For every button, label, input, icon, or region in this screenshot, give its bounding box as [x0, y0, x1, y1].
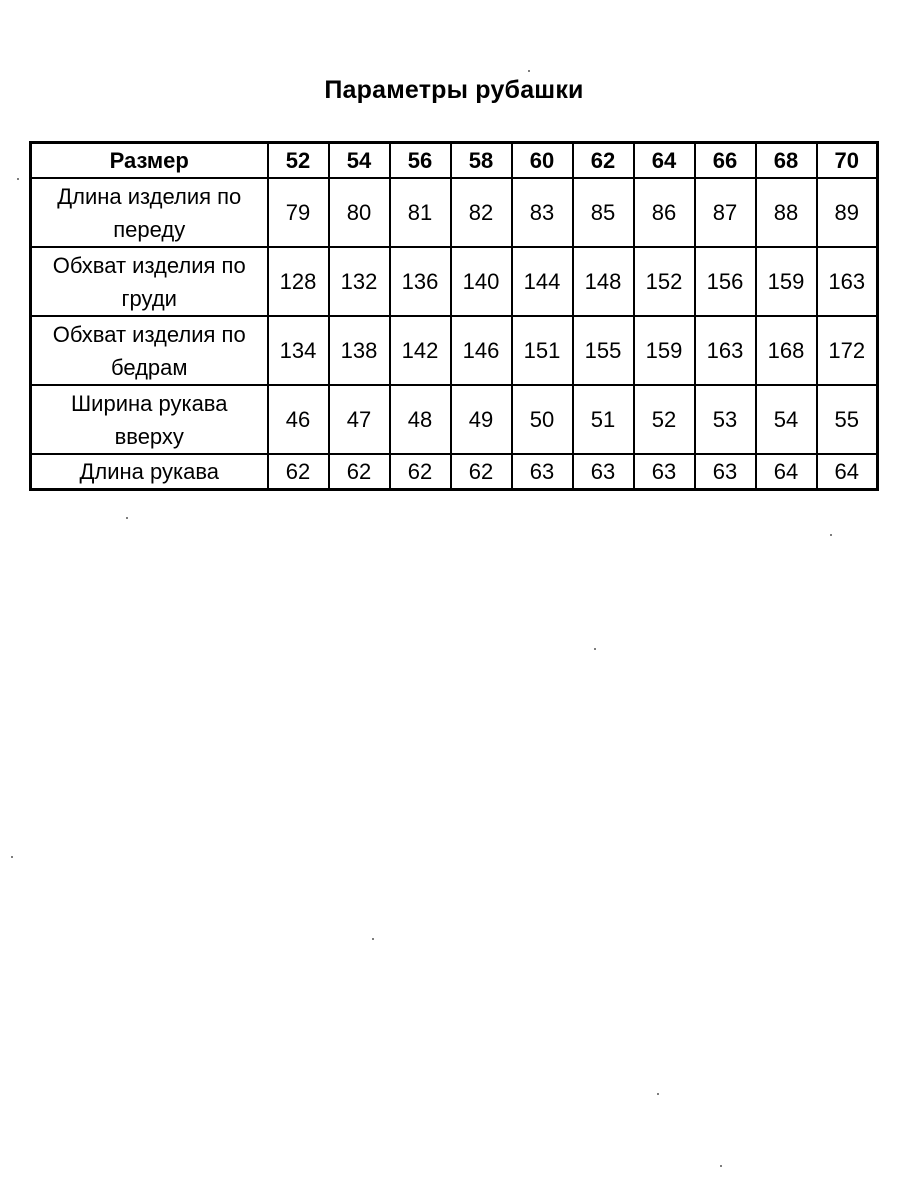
scan-speck [594, 648, 596, 650]
table-row [31, 385, 878, 454]
table-cell: 62 [390, 454, 451, 490]
header-size: 66 [695, 143, 756, 179]
table-cell: 163 [695, 316, 756, 385]
table-cell: 49 [451, 385, 512, 454]
table-cell: 46 [268, 385, 329, 454]
table-cell: 83 [512, 178, 573, 247]
table-cell: 64 [756, 454, 817, 490]
table-cell: 63 [695, 454, 756, 490]
table-cell: 62 [451, 454, 512, 490]
table-cell: 89 [817, 178, 878, 247]
table-cell: 156 [695, 247, 756, 316]
table-cell: 155 [573, 316, 634, 385]
table-cell: 62 [268, 454, 329, 490]
scan-speck [372, 938, 374, 940]
table-cell: 82 [451, 178, 512, 247]
table-cell: 151 [512, 316, 573, 385]
table-cell: 80 [329, 178, 390, 247]
table-cell: 64 [817, 454, 878, 490]
table-cell: 142 [390, 316, 451, 385]
scan-speck [657, 1093, 659, 1095]
table-cell: 63 [634, 454, 695, 490]
table-cell: 128 [268, 247, 329, 316]
table-cell: 79 [268, 178, 329, 247]
table-cell: 168 [756, 316, 817, 385]
table-cell: 134 [268, 316, 329, 385]
table-cell: 50 [512, 385, 573, 454]
row-label: Обхват изделия по бедрам [31, 316, 268, 385]
table-cell: 148 [573, 247, 634, 316]
header-size: 68 [756, 143, 817, 179]
size-table [29, 141, 879, 491]
table-cell: 48 [390, 385, 451, 454]
table-row [31, 178, 878, 247]
table-cell: 172 [817, 316, 878, 385]
table-cell: 53 [695, 385, 756, 454]
header-size-label: Размер [31, 143, 268, 179]
table-cell: 85 [573, 178, 634, 247]
row-label: Ширина рукава вверху [31, 385, 268, 454]
header-size: 58 [451, 143, 512, 179]
table-cell: 132 [329, 247, 390, 316]
table-cell: 86 [634, 178, 695, 247]
table-cell: 63 [512, 454, 573, 490]
row-label: Обхват изделия по груди [31, 247, 268, 316]
table-cell: 146 [451, 316, 512, 385]
table-cell: 163 [817, 247, 878, 316]
header-size: 70 [817, 143, 878, 179]
table-cell: 159 [756, 247, 817, 316]
table-cell: 138 [329, 316, 390, 385]
table-cell: 54 [756, 385, 817, 454]
table-cell: 51 [573, 385, 634, 454]
scan-speck [17, 178, 19, 180]
table-cell: 47 [329, 385, 390, 454]
table-cell: 159 [634, 316, 695, 385]
table-cell: 144 [512, 247, 573, 316]
header-size: 60 [512, 143, 573, 179]
table-cell: 62 [329, 454, 390, 490]
header-size: 54 [329, 143, 390, 179]
table-cell: 152 [634, 247, 695, 316]
header-size: 56 [390, 143, 451, 179]
table-cell: 63 [573, 454, 634, 490]
scan-speck [11, 856, 13, 858]
page-title: Параметры рубашки [324, 76, 584, 104]
scan-speck [528, 70, 530, 72]
table-cell: 140 [451, 247, 512, 316]
header-size: 64 [634, 143, 695, 179]
table-row [31, 316, 878, 385]
scan-speck [830, 534, 832, 536]
table-cell: 81 [390, 178, 451, 247]
row-label: Длина рукава [31, 454, 268, 490]
table-cell: 88 [756, 178, 817, 247]
header-size: 62 [573, 143, 634, 179]
table-header-row [31, 143, 878, 179]
scan-speck [126, 517, 128, 519]
table-row [31, 454, 878, 490]
row-label: Длина изделия по переду [31, 178, 268, 247]
header-size: 52 [268, 143, 329, 179]
table-cell: 136 [390, 247, 451, 316]
table-row [31, 247, 878, 316]
table-cell: 87 [695, 178, 756, 247]
table-cell: 55 [817, 385, 878, 454]
table-cell: 52 [634, 385, 695, 454]
scan-speck [720, 1165, 722, 1167]
